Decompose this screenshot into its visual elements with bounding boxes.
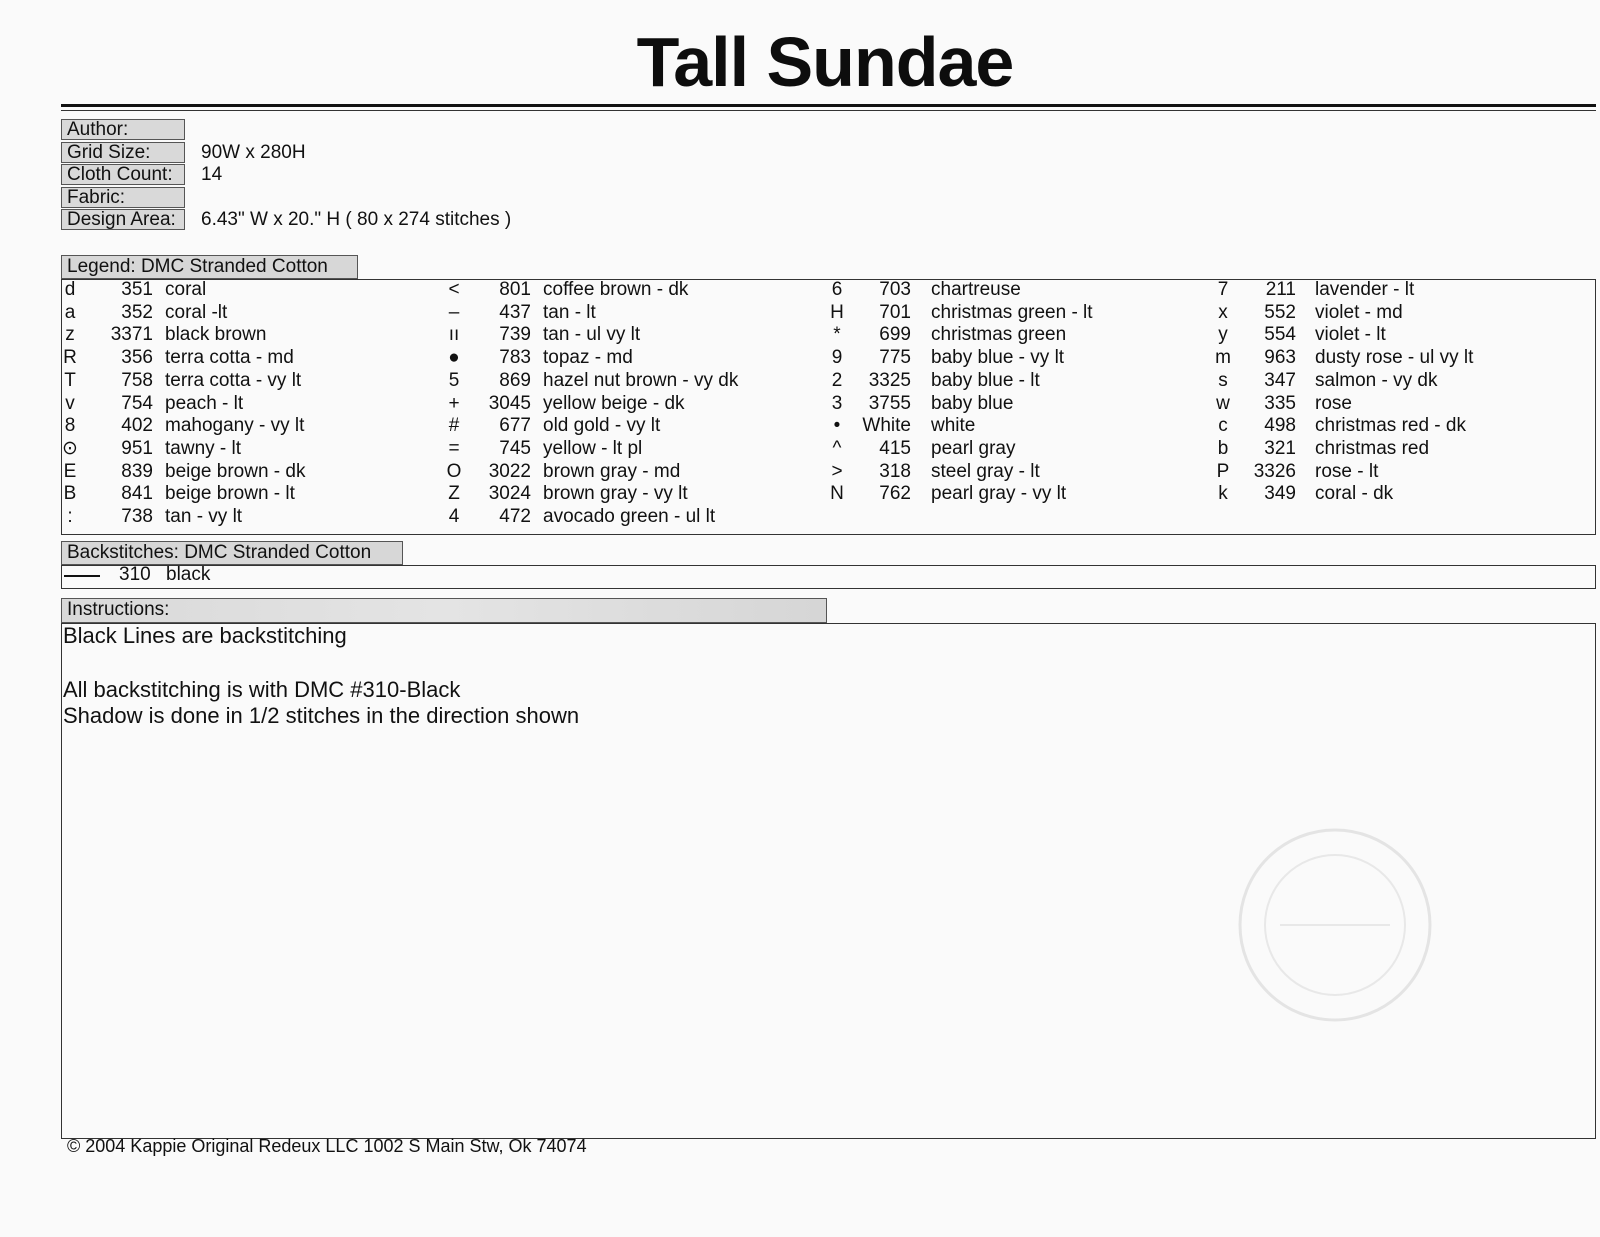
legend-symbol: m: [1215, 347, 1231, 369]
legend-row: [65, 483, 435, 506]
backstitch-box: [61, 565, 1596, 589]
legend-color-name: rose - lt: [1315, 460, 1379, 482]
legend-row: [826, 483, 1196, 506]
legend-symbol: O: [446, 460, 462, 482]
legend-symbol: ıı: [448, 324, 460, 346]
legend-color-name: beige brown - dk: [165, 460, 306, 482]
legend-color-name: salmon - vy dk: [1315, 369, 1438, 391]
info-value: 6.43" W x 20." H ( 80 x 274 stitches ): [201, 209, 512, 230]
legend-color-name: beige brown - lt: [165, 483, 295, 505]
legend-color-name: coral - dk: [1315, 483, 1394, 505]
legend-dmc-number: 839: [121, 460, 153, 482]
legend-color-name: terra cotta - md: [165, 347, 294, 369]
legend-dmc-number: 472: [499, 506, 531, 527]
legend-symbol: 2: [831, 369, 843, 391]
legend-symbol: 7: [1217, 279, 1229, 300]
legend-row: [65, 461, 435, 484]
legend-symbol: >: [831, 460, 843, 482]
legend-dmc-number: 321: [1264, 437, 1296, 459]
legend-row: [65, 324, 435, 347]
legend-symbol: Z: [448, 483, 460, 505]
legend-color-name: chartreuse: [931, 279, 1021, 300]
legend-color-name: yellow beige - dk: [543, 392, 685, 414]
legend-symbol: 5: [448, 369, 460, 391]
legend-symbol: *: [833, 324, 841, 346]
legend-symbol: y: [1218, 324, 1228, 346]
legend-symbol: E: [63, 460, 77, 482]
legend-row: [443, 302, 813, 325]
legend-color-name: pearl gray - vy lt: [931, 483, 1067, 505]
legend-dmc-number: 335: [1264, 392, 1296, 414]
legend-dmc-number: 841: [121, 483, 153, 505]
legend-color-name: coral: [165, 279, 207, 300]
legend-symbol: 8: [64, 415, 76, 437]
legend-dmc-number: 498: [1264, 415, 1296, 437]
legend-dmc-number: 211: [1265, 279, 1296, 300]
legend-color-name: rose: [1315, 392, 1352, 414]
legend-row: [65, 393, 435, 416]
legend-symbol: ⊙: [62, 437, 78, 459]
legend-dmc-number: 3022: [488, 460, 531, 482]
legend-dmc-number: 318: [879, 460, 911, 482]
legend-dmc-number: 699: [879, 324, 911, 346]
title-divider-thin: [61, 110, 1596, 111]
legend-row: [443, 393, 813, 416]
legend-dmc-number: 3371: [110, 324, 153, 346]
legend-color-name: baby blue: [931, 392, 1014, 414]
legend-dmc-number: 703: [879, 279, 911, 300]
legend-color-name: yellow - lt pl: [543, 437, 643, 459]
legend-symbol: d: [64, 279, 76, 300]
legend-symbol: k: [1218, 483, 1228, 505]
legend-symbol: :: [67, 506, 73, 527]
legend-row: [826, 370, 1196, 393]
legend-row: [1212, 461, 1582, 484]
legend-color-name: violet - lt: [1315, 324, 1386, 346]
legend-symbol: s: [1218, 369, 1228, 391]
legend-row: [443, 324, 813, 347]
legend-color-name: brown gray - md: [543, 460, 681, 482]
legend-color-name: terra cotta - vy lt: [165, 369, 302, 391]
legend-color-name: coral -lt: [165, 301, 228, 323]
legend-tab: Legend: DMC Stranded Cotton: [61, 255, 358, 279]
legend-dmc-number: 754: [121, 392, 153, 414]
instruction-line: All backstitching is with DMC #310-Black: [63, 677, 461, 702]
instruction-line: Shadow is done in 1/2 stitches in the direction shown: [63, 703, 580, 728]
legend-dmc-number: 349: [1264, 483, 1296, 505]
legend-color-name: tan - lt: [543, 301, 596, 323]
legend-dmc-number: 554: [1264, 324, 1296, 346]
legend-dmc-number: 415: [879, 437, 911, 459]
legend-row: [826, 324, 1196, 347]
legend-symbol: R: [63, 347, 77, 369]
legend-dmc-number: 3024: [488, 483, 531, 505]
info-label: Fabric:: [61, 187, 185, 208]
legend-dmc-number: 3325: [868, 369, 911, 391]
legend-color-name: peach - lt: [165, 392, 244, 414]
info-label: Cloth Count:: [61, 164, 185, 185]
legend-color-name: hazel nut brown - vy dk: [543, 369, 739, 391]
legend-row: [1212, 302, 1582, 325]
legend-dmc-number: 347: [1264, 369, 1296, 391]
legend-symbol: P: [1216, 460, 1230, 482]
legend-row: [826, 461, 1196, 484]
legend-row: [826, 393, 1196, 416]
legend-row: [1212, 324, 1582, 347]
instruction-line: Black Lines are backstitching: [63, 623, 347, 648]
legend-dmc-number: 762: [879, 483, 911, 505]
legend-color-name: coffee brown - dk: [543, 279, 689, 300]
legend-row: [443, 370, 813, 393]
legend-dmc-number: 739: [499, 324, 531, 346]
legend-row: [443, 279, 813, 302]
legend-color-name: tan - vy lt: [165, 506, 243, 527]
legend-symbol: 9: [831, 347, 843, 369]
legend-color-name: christmas red - dk: [1315, 415, 1466, 437]
legend-color-name: white: [931, 415, 976, 437]
legend-row: [65, 347, 435, 370]
corporate-seal-icon: [1235, 825, 1435, 1025]
legend-color-name: old gold - vy lt: [543, 415, 661, 437]
legend-symbol: z: [65, 324, 75, 346]
legend-color-name: christmas green: [931, 324, 1067, 346]
legend-symbol: •: [833, 415, 841, 437]
legend-dmc-number: 745: [499, 437, 531, 459]
legend-symbol: w: [1216, 392, 1230, 414]
legend-dmc-number: 552: [1264, 301, 1296, 323]
legend-symbol: N: [830, 483, 844, 505]
legend-dmc-number: 3755: [868, 392, 911, 414]
legend-dmc-number: 701: [879, 301, 911, 323]
legend-row: [1212, 370, 1582, 393]
legend-row: [443, 415, 813, 438]
legend-color-name: avocado green - ul lt: [543, 506, 716, 527]
legend-dmc-number: 775: [879, 347, 911, 369]
legend-symbol: a: [64, 301, 76, 323]
legend-dmc-number: 801: [499, 279, 531, 300]
legend-symbol: T: [64, 369, 76, 391]
legend-symbol: 6: [831, 279, 843, 300]
legend-row: [65, 370, 435, 393]
legend-row: [826, 302, 1196, 325]
legend-row: [65, 415, 435, 438]
legend-color-name: lavender - lt: [1315, 279, 1415, 300]
legend-row: [65, 302, 435, 325]
legend-symbol: H: [830, 301, 844, 323]
legend-symbol: v: [65, 392, 75, 414]
legend-symbol: 3: [831, 392, 843, 414]
legend-row: [443, 461, 813, 484]
legend-color-name: baby blue - vy lt: [931, 347, 1065, 369]
legend-row: [1212, 483, 1582, 506]
info-value: 14: [201, 164, 223, 185]
legend-dmc-number: 3045: [488, 392, 531, 414]
legend-row: [1212, 347, 1582, 370]
legend-color-name: violet - md: [1315, 301, 1403, 323]
legend-dmc-number: 352: [121, 301, 153, 323]
legend-color-name: baby blue - lt: [931, 369, 1040, 391]
legend-dmc-number: 951: [121, 437, 153, 459]
legend-row: [443, 506, 813, 529]
legend-symbol: c: [1218, 415, 1228, 437]
legend-color-name: topaz - md: [543, 347, 633, 369]
legend-color-name: brown gray - vy lt: [543, 483, 688, 505]
legend-dmc-number: 963: [1264, 347, 1296, 369]
legend-row: [826, 279, 1196, 302]
legend-color-name: mahogany - vy lt: [165, 415, 305, 437]
legend-dmc-number: White: [862, 415, 911, 437]
legend-row: [65, 506, 435, 529]
legend-color-name: steel gray - lt: [931, 460, 1040, 482]
legend-row: [443, 347, 813, 370]
legend-symbol: x: [1218, 301, 1228, 323]
legend-row: [1212, 415, 1582, 438]
legend-row: [65, 279, 435, 302]
legend-row: [62, 437, 435, 461]
legend-dmc-number: 783: [499, 347, 531, 369]
legend-color-name: tawny - lt: [165, 437, 242, 459]
legend-row: [1212, 438, 1582, 461]
legend-row: [443, 483, 813, 506]
backstitch-line-sample: [64, 575, 100, 577]
legend-row: [443, 438, 813, 461]
page-title: Tall Sundae: [636, 23, 1014, 101]
info-label: Grid Size:: [61, 142, 185, 163]
legend-symbol: b: [1217, 437, 1229, 459]
info-label: Design Area:: [61, 209, 185, 230]
legend-dmc-number: 869: [499, 369, 531, 391]
legend-symbol: B: [63, 483, 77, 505]
backstitch-tab: Backstitches: DMC Stranded Cotton: [61, 541, 403, 565]
info-label: Author:: [61, 119, 185, 140]
legend-symbol: ^: [832, 437, 842, 459]
legend-symbol: 4: [448, 506, 460, 527]
backstitch-description: black: [166, 564, 211, 585]
legend-dmc-number: 402: [121, 415, 153, 437]
legend-symbol: <: [448, 279, 460, 300]
legend-color-name: christmas red: [1315, 437, 1430, 459]
legend-symbol: +: [448, 392, 460, 414]
legend-row: [1212, 393, 1582, 416]
legend-dmc-number: 738: [121, 506, 153, 527]
legend-symbol: =: [448, 437, 460, 459]
legend-color-name: black brown: [165, 324, 267, 346]
legend-color-name: tan - ul vy lt: [543, 324, 641, 346]
legend-dmc-number: 677: [499, 415, 531, 437]
legend-symbol: ●: [448, 347, 460, 369]
copyright-notice: © 2004 Kappie Original Redeux LLC 1002 S Main Stw, Ok 74074: [67, 1136, 587, 1156]
legend-symbol: –: [448, 301, 460, 323]
backstitch-number: 310: [119, 564, 151, 585]
legend-row: [826, 347, 1196, 370]
legend-symbol: #: [448, 415, 460, 437]
legend-dmc-number: 351: [121, 279, 153, 300]
legend-dmc-number: 758: [121, 369, 153, 391]
info-value: 90W x 280H: [201, 141, 306, 163]
legend-color-name: dusty rose - ul vy lt: [1315, 347, 1474, 369]
legend-dmc-number: 356: [121, 347, 153, 369]
legend-color-name: pearl gray: [931, 437, 1016, 459]
legend-row: [826, 438, 1196, 461]
legend-color-name: christmas green - lt: [931, 301, 1093, 323]
title-divider: [61, 104, 1596, 107]
legend-row: [1212, 279, 1582, 302]
instructions-tab: Instructions:: [61, 598, 827, 623]
legend-dmc-number: 437: [499, 301, 531, 323]
legend-dmc-number: 3326: [1253, 460, 1296, 482]
legend-row: [826, 415, 1196, 438]
